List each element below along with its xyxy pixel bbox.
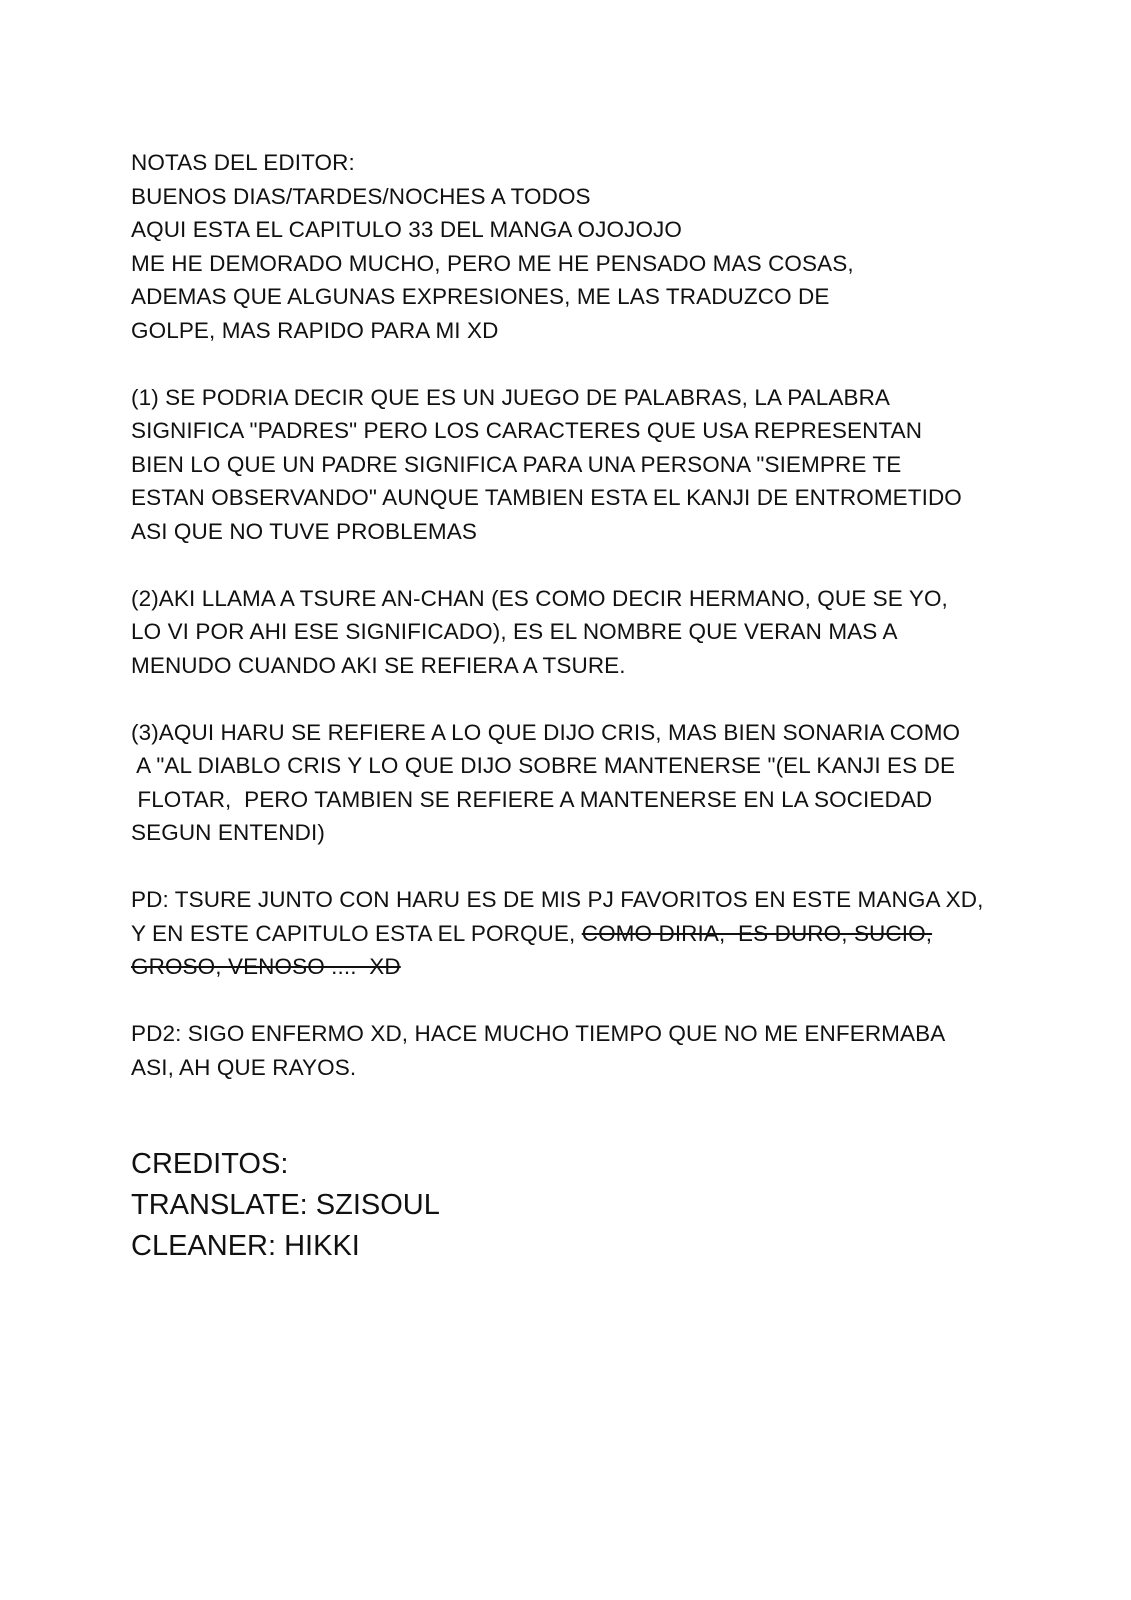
intro-line: GOLPE, MAS RAPIDO PARA MI XD (131, 317, 499, 343)
paragraph-gap (131, 850, 1031, 884)
note3-line: A "AL DIABLO CRIS Y LO QUE DIJO SOBRE MANTENERSE "(EL KANJI ES DE (131, 753, 956, 778)
note1-line: ASI QUE NO TUVE PROBLEMAS (131, 518, 477, 544)
paragraph-gap (131, 682, 1031, 716)
paragraph-gap (131, 984, 1031, 1018)
note3-line: SEGUN ENTENDI) (131, 820, 325, 845)
note2-line: LO VI POR AHI ESE SIGNIFICADO), ES EL NOMBRE QUE VERAN MAS A (131, 619, 898, 644)
pd-line: PD: TSURE JUNTO CON HARU ES DE MIS PJ FAVORITOS EN ESTE MANGA XD, (131, 887, 984, 912)
credits-heading: CREDITOS: (131, 1148, 289, 1180)
intro-line: ADEMAS QUE ALGUNAS EXPRESIONES, ME LAS TRADUZCO DE (131, 284, 830, 309)
note3-line: (3)AQUI HARU SE REFIERE A LO QUE DIJO CRIS, MAS BIEN SONARIA COMO (131, 719, 961, 745)
pd-struck-text: GROSO, VENOSO .... XD (131, 954, 401, 979)
pd-struck-text: COMO DIRIA, ES DURO, SUCIO, (581, 920, 933, 946)
paragraph-gap (131, 347, 1031, 381)
intro-line: ME HE DEMORADO MUCHO, PERO ME HE PENSADO MAS COSAS, (131, 250, 854, 276)
credits-section (131, 1144, 831, 1267)
pd2-line: PD2: SIGO ENFERMO XD, HACE MUCHO TIEMPO QUE NO ME ENFERMABA (131, 1021, 946, 1046)
paragraph-gap (131, 548, 1031, 582)
pd-line (131, 917, 1031, 951)
intro-line: AQUI ESTA EL CAPITULO 33 DEL MANGA OJOJOJO (131, 217, 683, 242)
note1-line: (1) SE PODRIA DECIR QUE ES UN JUEGO DE PALABRAS, LA PALABRA (131, 384, 891, 410)
credit-translate: TRANSLATE: SZISOUL (131, 1189, 440, 1221)
pd-line (131, 950, 1031, 984)
intro-line: BUENOS DIAS/TARDES/NOCHES A TODOS (131, 183, 591, 209)
note2-line: (2)AKI LLAMA A TSURE AN-CHAN (ES COMO DECIR HERMANO, QUE SE YO, (131, 585, 948, 611)
editor-notes (131, 146, 1031, 1084)
credit-cleaner: CLEANER: HIKKI (131, 1230, 360, 1262)
pd2-line: ASI, AH QUE RAYOS. (131, 1054, 357, 1080)
note1-line: BIEN LO QUE UN PADRE SIGNIFICA PARA UNA PERSONA "SIEMPRE TE (131, 451, 902, 477)
note1-line: SIGNIFICA "PADRES" PERO LOS CARACTERES QUE USA REPRESENTAN (131, 418, 923, 443)
note2-line: MENUDO CUANDO AKI SE REFIERA A TSURE. (131, 652, 626, 678)
note3-line: FLOTAR, PERO TAMBIEN SE REFIERE A MANTENERSE EN LA SOCIEDAD (131, 786, 933, 812)
note1-line: ESTAN OBSERVANDO" AUNQUE TAMBIEN ESTA EL KANJI DE ENTROMETIDO (131, 485, 962, 510)
pd-line-plain-text: Y EN ESTE CAPITULO ESTA EL PORQUE, (131, 920, 582, 946)
notes-heading: NOTAS DEL EDITOR: (131, 150, 355, 175)
